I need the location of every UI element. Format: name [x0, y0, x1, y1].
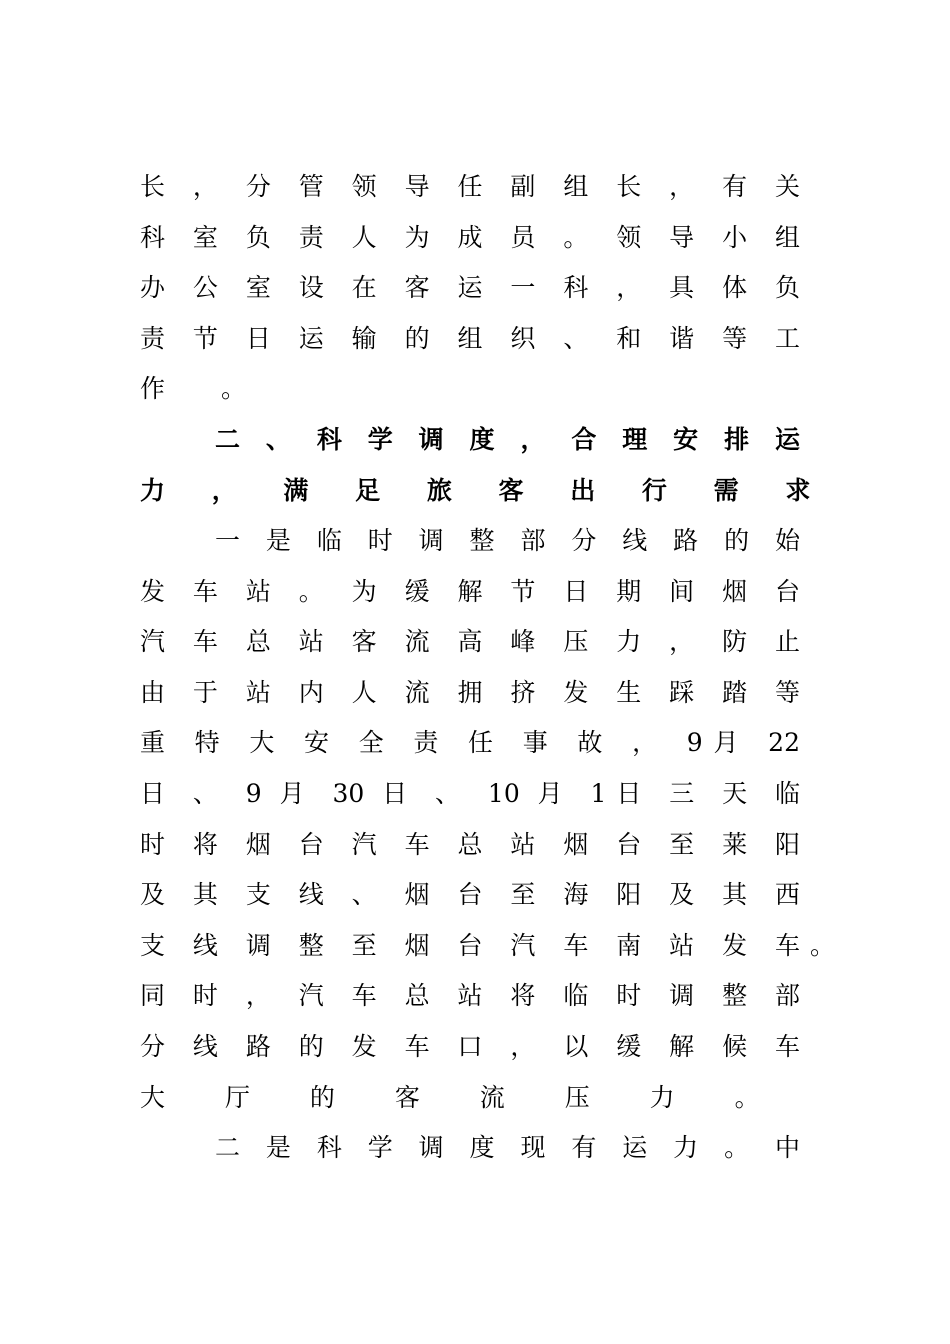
body-text-line: 一 是 临 时 调 整 部 分 线 路 的 始: [215, 526, 800, 555]
body-text-line: 长 ， 分 管 领 导 任 副 组 长 ， 有 关: [140, 172, 800, 201]
body-text-line: 日 、 9 月 30 日 、 10 月 1日 三 天 临: [140, 779, 800, 808]
body-text-line: 支 线 调 整 至 烟 台 汽 车 南 站 发 车: [140, 931, 800, 960]
section-heading: 二 、 科 学 调 度 ， 合 理 安 排 运: [215, 425, 800, 454]
body-text-line: 汽 车 总 站 客 流 高 峰 压 力 ， 防 止: [140, 627, 800, 656]
body-text-line: 作 。: [140, 374, 270, 403]
body-text-line: 责 节 日 运 输 的 组 织 、 和 谐 等 工: [140, 324, 800, 353]
body-text-line: 时 将 烟 台 汽 车 总 站 烟 台 至 莱 阳: [140, 830, 800, 859]
body-text-line: 分 线 路 的 发 车 口 ， 以 缓 解 候 车: [140, 1032, 800, 1061]
body-text-line: 二 是 科 学 调 度 现 有 运 力 。 中: [215, 1133, 800, 1162]
body-text-line: 重 特 大 安 全 责 任 事 故 ， 9月 22: [140, 728, 800, 757]
body-text-line: 科 室 负 责 人 为 成 员 。 领 导 小 组: [140, 223, 800, 252]
body-text-line: 办 公 室 设 在 客 运 一 科 ， 具 体 负: [140, 273, 800, 302]
body-text-line: 由 于 站 内 人 流 拥 挤 发 生 踩 踏 等: [140, 678, 800, 707]
body-text-line: 及 其 支 线 、 烟 台 至 海 阳 及 其 西: [140, 880, 800, 909]
body-text-line: 同 时 ， 汽 车 总 站 将 临 时 调 整 部: [140, 981, 800, 1010]
body-text-line: 发 车 站 。 为 缓 解 节 日 期 间 烟 台: [140, 577, 800, 606]
section-heading: 力 ， 满 足 旅 客 出 行 需 求: [140, 476, 830, 505]
overhang-punctuation: 。: [810, 931, 836, 960]
body-text-line: 大 厅 的 客 流 压 力 。: [140, 1083, 786, 1112]
